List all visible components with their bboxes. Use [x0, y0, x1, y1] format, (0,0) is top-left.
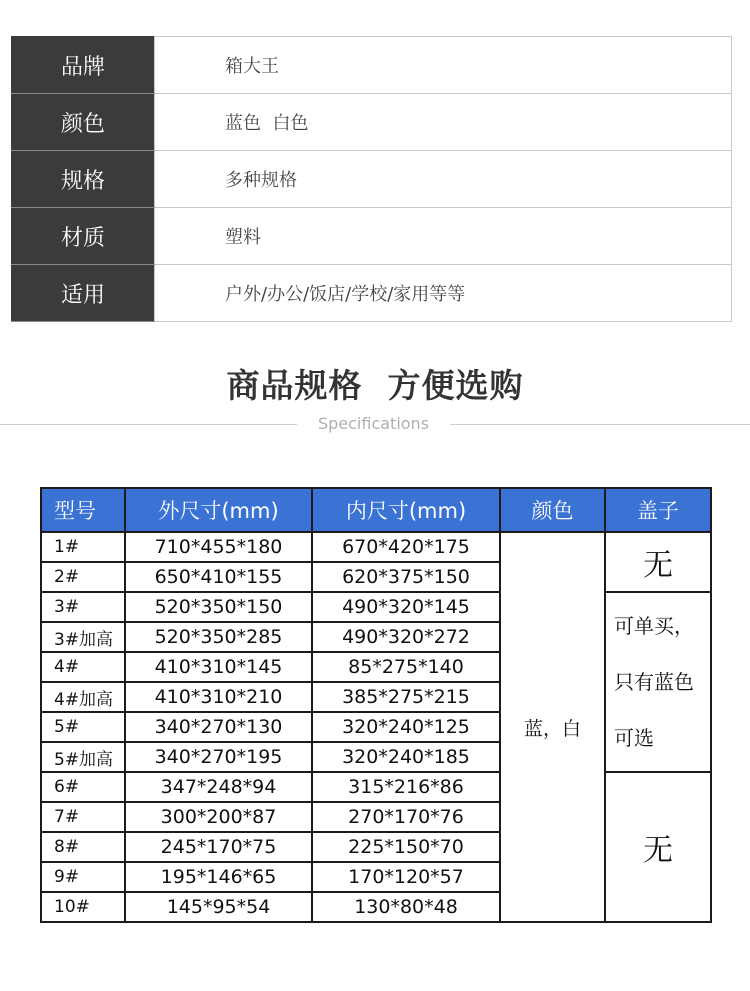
spec-table [40, 487, 712, 923]
cell-outer: 410*310*145 [125, 652, 312, 682]
attribute-row-usage [12, 265, 732, 322]
cell-inner: 320*240*125 [312, 712, 500, 742]
cell-outer: 520*350*285 [125, 622, 312, 652]
attribute-row-spec [12, 151, 732, 208]
attribute-value: 户外/办公/饭店/学校/家用等等 [155, 265, 732, 322]
attribute-value: 塑料 [155, 208, 732, 265]
divider-left [0, 424, 297, 425]
lid-note-line: 可单买， [614, 614, 694, 638]
cell-inner: 225*150*70 [312, 832, 500, 862]
attribute-row-material [12, 208, 732, 265]
cell-model: 5#加高 [41, 742, 125, 772]
cell-outer: 410*310*210 [125, 682, 312, 712]
cell-inner: 85*275*140 [312, 652, 500, 682]
cell-model: 7# [41, 802, 125, 832]
attribute-value: 多种规格 [155, 151, 732, 208]
cell-model: 8# [41, 832, 125, 862]
header-outer-size: 外尺寸(mm) [125, 488, 312, 532]
cell-inner: 320*240*185 [312, 742, 500, 772]
attribute-label: 规格 [12, 151, 155, 208]
cell-model: 10# [41, 892, 125, 922]
cell-inner: 170*120*57 [312, 862, 500, 892]
cell-inner: 490*320*272 [312, 622, 500, 652]
attribute-label: 颜色 [12, 94, 155, 151]
header-lid: 盖子 [605, 488, 711, 532]
attribute-value: 蓝色 白色 [155, 94, 732, 151]
cell-lid-none: 无 [605, 532, 711, 592]
cell-outer: 300*200*87 [125, 802, 312, 832]
header-inner-size: 内尺寸(mm) [312, 488, 500, 532]
cell-inner: 620*375*150 [312, 562, 500, 592]
table-row [41, 772, 711, 802]
attribute-row-brand [12, 37, 732, 94]
cell-model: 2# [41, 562, 125, 592]
cell-model: 3#加高 [41, 622, 125, 652]
cell-model: 4#加高 [41, 682, 125, 712]
cell-outer: 650*410*155 [125, 562, 312, 592]
attribute-value: 箱大王 [155, 37, 732, 94]
cell-outer: 195*146*65 [125, 862, 312, 892]
divider-right [450, 424, 750, 425]
lid-note-line: 可选 [614, 726, 654, 750]
cell-inner: 670*420*175 [312, 532, 500, 562]
spec-header-row [41, 488, 711, 532]
cell-model: 5# [41, 712, 125, 742]
cell-inner: 385*275*215 [312, 682, 500, 712]
cell-color: 蓝，白 [500, 532, 605, 922]
header-color: 颜色 [500, 488, 605, 532]
cell-model: 6# [41, 772, 125, 802]
cell-inner: 315*216*86 [312, 772, 500, 802]
cell-outer: 340*270*130 [125, 712, 312, 742]
cell-model: 9# [41, 862, 125, 892]
cell-model: 4# [41, 652, 125, 682]
section-subtitle: Specifications [317, 414, 430, 433]
attribute-table [11, 36, 732, 322]
cell-outer: 520*350*150 [125, 592, 312, 622]
table-row [41, 592, 711, 622]
cell-outer: 245*170*75 [125, 832, 312, 862]
cell-inner: 490*320*145 [312, 592, 500, 622]
lid-note-line: 只有蓝色 [614, 670, 694, 694]
cell-model: 3# [41, 592, 125, 622]
attribute-label: 材质 [12, 208, 155, 265]
cell-outer: 710*455*180 [125, 532, 312, 562]
section-title: 商品规格 方便选购 [226, 366, 524, 405]
cell-lid-note [605, 592, 711, 772]
cell-inner: 130*80*48 [312, 892, 500, 922]
header-model: 型号 [41, 488, 125, 532]
cell-lid-none: 无 [605, 772, 711, 922]
cell-model: 1# [41, 532, 125, 562]
attribute-row-color [12, 94, 732, 151]
cell-outer: 347*248*94 [125, 772, 312, 802]
cell-inner: 270*170*76 [312, 802, 500, 832]
cell-outer: 145*95*54 [125, 892, 312, 922]
attribute-label: 品牌 [12, 37, 155, 94]
table-row [41, 532, 711, 562]
cell-outer: 340*270*195 [125, 742, 312, 772]
attribute-label: 适用 [12, 265, 155, 322]
